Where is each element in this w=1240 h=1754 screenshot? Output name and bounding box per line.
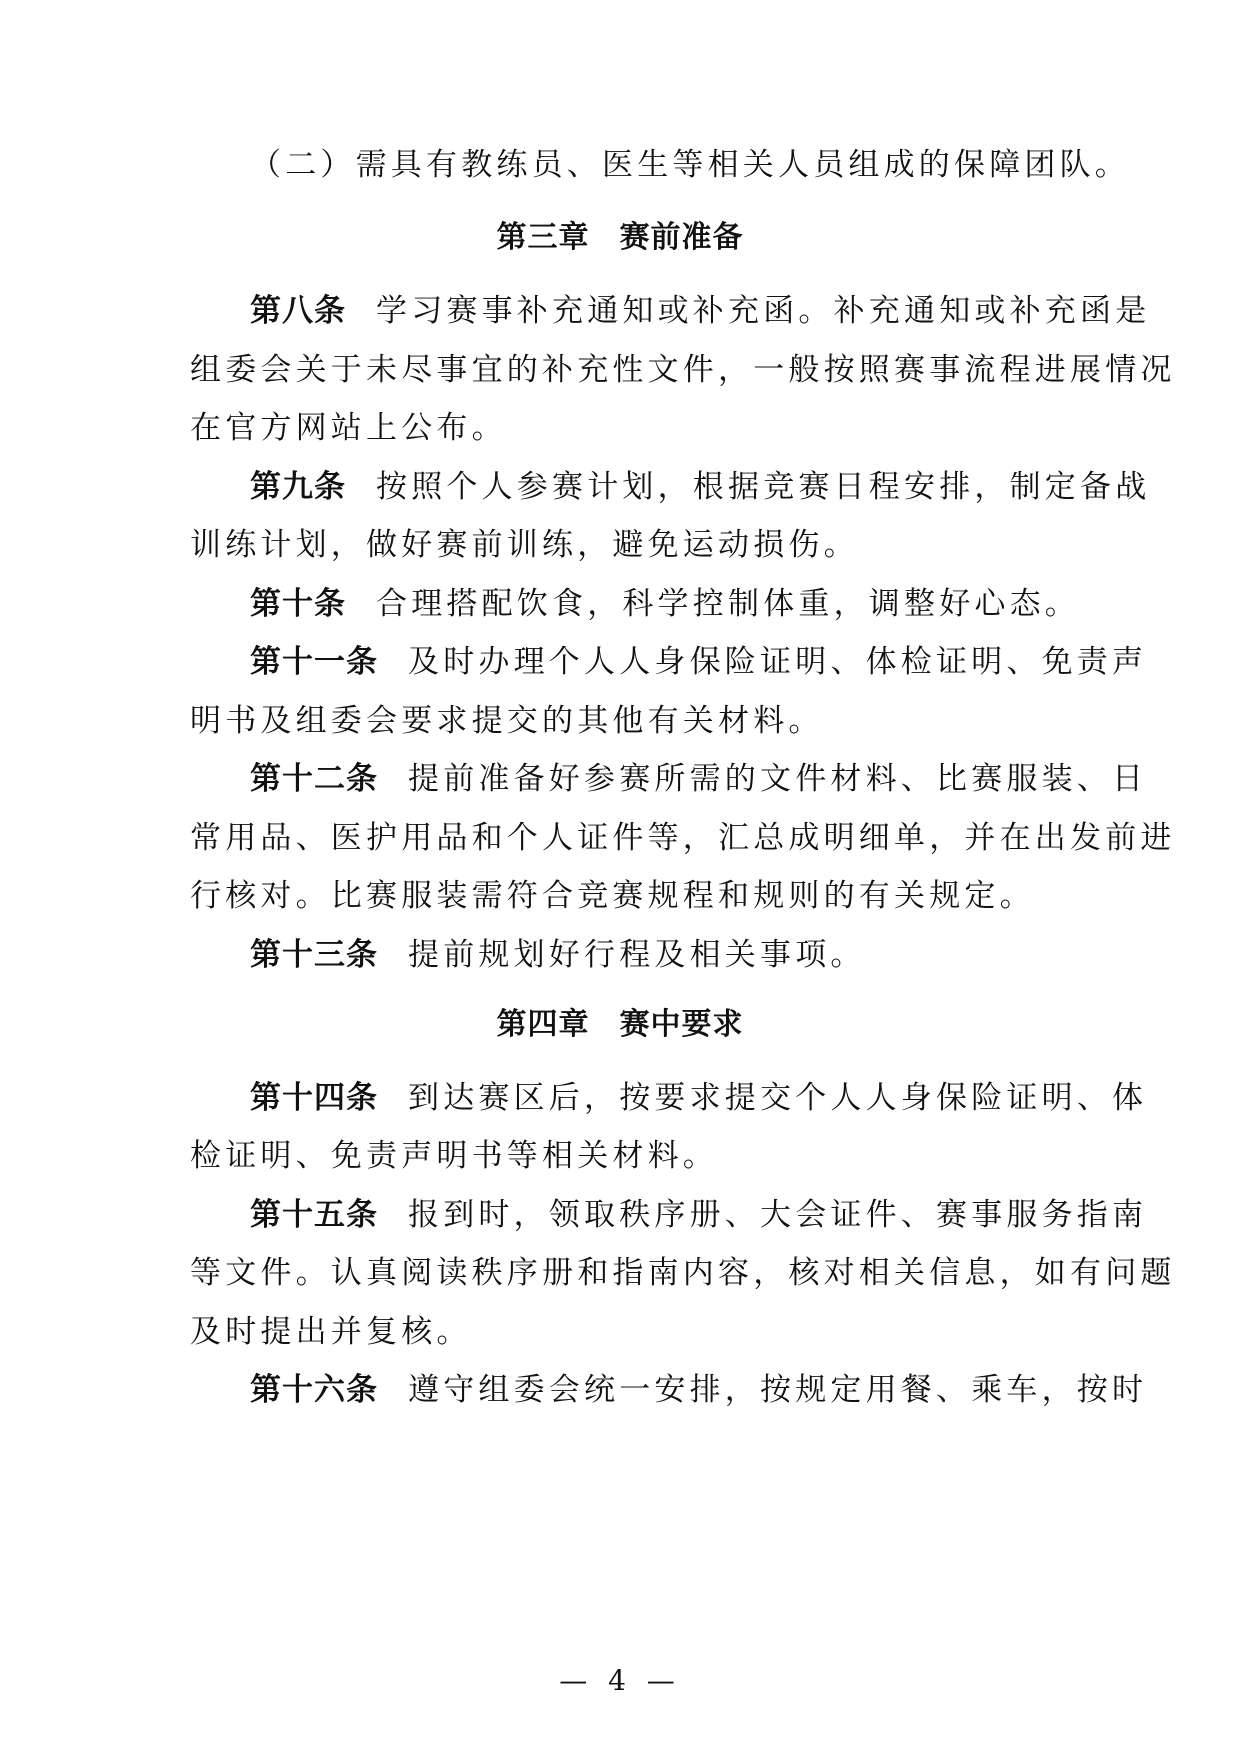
intro-line: （二）需具有教练员、医生等相关人员组成的保障团队。 (250, 147, 1130, 183)
article-text: 按照个人参赛计划，根据竞赛日程安排，制定备战 (376, 469, 1151, 505)
article-label: 第十三条 (250, 937, 378, 973)
article-label: 第十五条 (250, 1197, 378, 1233)
article-15-line-2: 等文件。认真阅读秩序册和指南内容，核对相关信息，如有问题 (190, 1255, 1176, 1291)
article-11-line-2: 明书及组委会要求提交的其他有关材料。 (190, 703, 824, 739)
article-8-line-3: 在官方网站上公布。 (190, 410, 507, 446)
article-8-line-1 (250, 291, 1151, 331)
article-15-line-1 (250, 1195, 1148, 1235)
article-13-line-1 (250, 935, 1050, 975)
chapter-heading-4 (0, 1005, 1240, 1045)
article-15-line-3: 及时提出并复核。 (190, 1314, 472, 1350)
article-text: 学习赛事补充通知或补充函。补充通知或补充函是 (376, 293, 1151, 329)
article-text: 遵守组委会统一安排，按规定用餐、乘车，按时 (408, 1372, 1148, 1408)
article-text: 报到时，领取秩序册、大会证件、赛事服务指南 (408, 1197, 1148, 1233)
chapter-title: 赛中要求 (619, 1007, 744, 1042)
article-9-line-1 (250, 467, 1151, 507)
article-label: 第十条 (250, 586, 346, 622)
article-11-line-1 (250, 642, 1148, 682)
article-12-line-2: 常用品、医护用品和个人证件等，汇总成明细单，并在出发前进 (190, 820, 1176, 856)
article-14-line-1 (250, 1078, 1148, 1118)
article-10-line-1 (250, 584, 1080, 624)
page-number: — 4 — (559, 1664, 681, 1697)
article-label: 第十六条 (250, 1372, 378, 1408)
article-label: 第十四条 (250, 1080, 378, 1116)
article-16-line-1 (250, 1370, 1148, 1410)
article-label: 第九条 (250, 469, 346, 505)
chapter-heading-3 (0, 218, 1240, 258)
article-text: 合理搭配饮食，科学控制体重，调整好心态。 (376, 586, 1080, 622)
chapter-number: 第四章 (496, 1007, 590, 1042)
article-8-line-2: 组委会关于未尽事宜的补充性文件，一般按照赛事流程进展情况 (190, 352, 1176, 388)
article-text: 到达赛区后，按要求提交个人人身保险证明、体 (408, 1080, 1148, 1116)
chapter-number: 第三章 (496, 220, 590, 255)
article-text: 提前规划好行程及相关事项。 (408, 937, 866, 973)
article-9-line-2: 训练计划，做好赛前训练，避免运动损伤。 (190, 527, 859, 563)
article-text: 及时办理个人人身保险证明、体检证明、免责声 (408, 644, 1148, 680)
article-text: 提前准备好参赛所需的文件材料、比赛服装、日 (408, 761, 1148, 797)
article-label: 第十一条 (250, 644, 378, 680)
article-label: 第八条 (250, 293, 346, 329)
article-12-line-1 (250, 759, 1148, 799)
chapter-title: 赛前准备 (619, 220, 744, 255)
article-14-line-2: 检证明、免责声明书等相关材料。 (190, 1138, 718, 1174)
article-12-line-3: 行核对。比赛服装需符合竞赛规程和规则的有关规定。 (190, 878, 1035, 914)
article-label: 第十二条 (250, 761, 378, 797)
